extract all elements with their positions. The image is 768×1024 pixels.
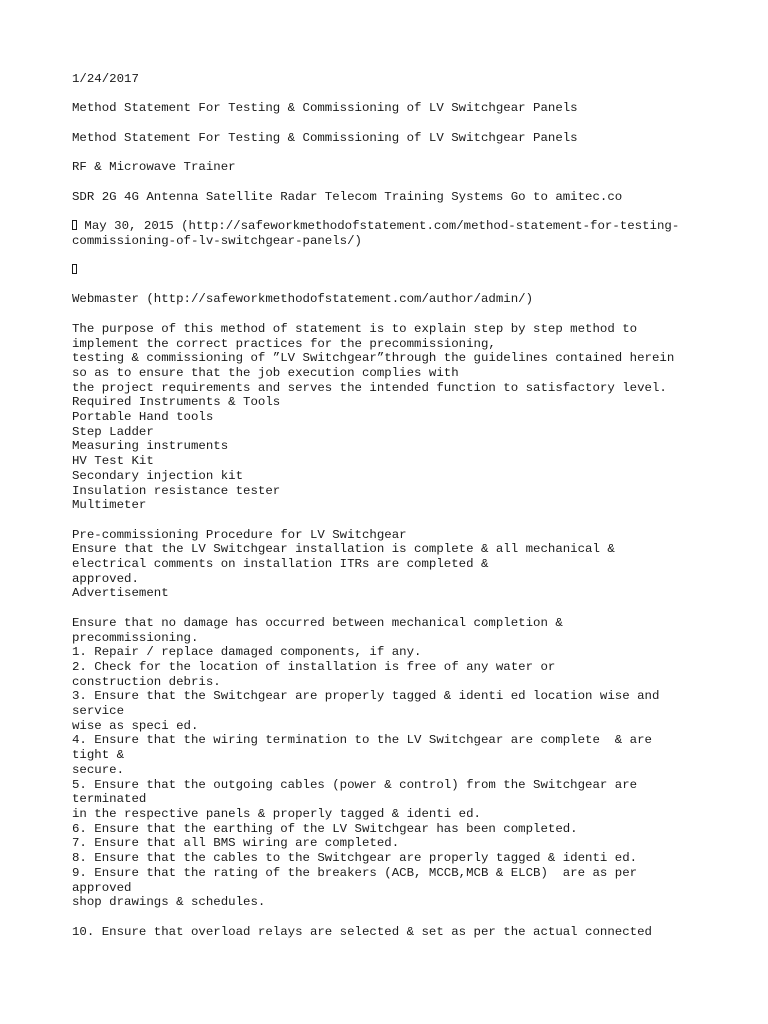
check-line: 6. Ensure that the earthing of the LV Switchgear has been completed. (72, 821, 578, 836)
intro-line: testing & commissioning of ”LV Switchgear”through the guidelines contained herein (72, 351, 675, 366)
section-line: approved. (72, 571, 139, 586)
tools-heading: Required Instruments & Tools (72, 395, 281, 410)
check-line: secure. (72, 762, 125, 777)
check-line: tight & (72, 748, 125, 763)
check-line: 1. Repair / replace damaged components, if any. (72, 645, 422, 660)
post-date-link[interactable]: May 30, 2015 (http://safeworkmethodofstatement.com/method-statement-for-testing- (77, 218, 680, 233)
ad-body[interactable]: SDR 2G 4G Antenna Satellite Radar Telecom Training Systems Go to amitec.co (72, 189, 623, 204)
tools-item: HV Test Kit (72, 454, 154, 469)
document-page (72, 72, 752, 939)
tools-item: Step Ladder (72, 424, 154, 439)
intro-line: so as to ensure that the job execution complies with (72, 365, 459, 380)
intro-line: The purpose of this method of statement is to explain step by step method to (72, 321, 638, 336)
check-line: shop drawings & schedules. (72, 895, 266, 910)
check-line: approved (72, 880, 132, 895)
tools-item: Secondary injection kit (72, 468, 244, 483)
section-heading: Pre-commissioning Procedure for LV Switchgear (72, 527, 407, 542)
check-line: 2. Check for the location of installation is free of any water or (72, 659, 556, 674)
post-date-line[interactable] (72, 219, 752, 234)
check-line: 5. Ensure that the outgoing cables (power & control) from the Switchgear are (72, 777, 638, 792)
check-line: terminated (72, 792, 147, 807)
page-title: Method Statement For Testing & Commissioning of LV Switchgear Panels (72, 101, 578, 116)
intro-paragraph (72, 322, 752, 396)
section-line: electrical comments on installation ITRs are completed & (72, 557, 489, 572)
post-date-link-continued[interactable]: commissioning-of-lv-switchgear-panels/) (72, 233, 362, 248)
author-link[interactable]: Webmaster (http://safeworkmethodofstatement.com/author/admin/) (72, 292, 534, 307)
check-line-10: 10. Ensure that overload relays are selected & set as per the actual connected (72, 924, 652, 939)
checks-list (72, 616, 752, 910)
check-line: 7. Ensure that all BMS wiring are completed. (72, 836, 400, 851)
article-title: Method Statement For Testing & Commissioning of LV Switchgear Panels (72, 130, 578, 145)
intro-line: the project requirements and serves the intended function to satisfactory level. (72, 380, 667, 395)
tools-item: Measuring instruments (72, 439, 229, 454)
check-line: construction debris. (72, 674, 221, 689)
precommissioning-section (72, 528, 752, 602)
user-icon (72, 264, 77, 274)
check-line: 4. Ensure that the wiring termination to the LV Switchgear are complete & are (72, 733, 652, 748)
check-line: 9. Ensure that the rating of the breakers (ACB, MCCB,MCB & ELCB) are as per (72, 865, 638, 880)
tools-item: Insulation resistance tester (72, 483, 281, 498)
author-icon-line (72, 263, 752, 278)
check-line: Ensure that no damage has occurred between mechanical completion & (72, 615, 563, 630)
tools-list (72, 395, 752, 513)
check-line: wise as speci ed. (72, 718, 199, 733)
ad-headline[interactable]: RF & Microwave Trainer (72, 160, 236, 175)
intro-line: implement the correct practices for the precommissioning, (72, 336, 496, 351)
advertisement-label: Advertisement (72, 586, 169, 601)
print-date: 1/24/2017 (72, 72, 139, 86)
tools-item: Multimeter (72, 498, 147, 513)
check-line: in the respective panels & properly tagged & identi ed. (72, 807, 481, 821)
check-line: 3. Ensure that the Switchgear are properly tagged & identi ed location wise and (72, 689, 660, 704)
check-line: service (72, 704, 125, 719)
tools-item: Portable Hand tools (72, 410, 214, 425)
check-line: 8. Ensure that the cables to the Switchgear are properly tagged & identi ed. (72, 851, 638, 866)
check-line: precommissioning. (72, 630, 199, 645)
section-line: Ensure that the LV Switchgear installation is complete & all mechanical & (72, 542, 615, 557)
